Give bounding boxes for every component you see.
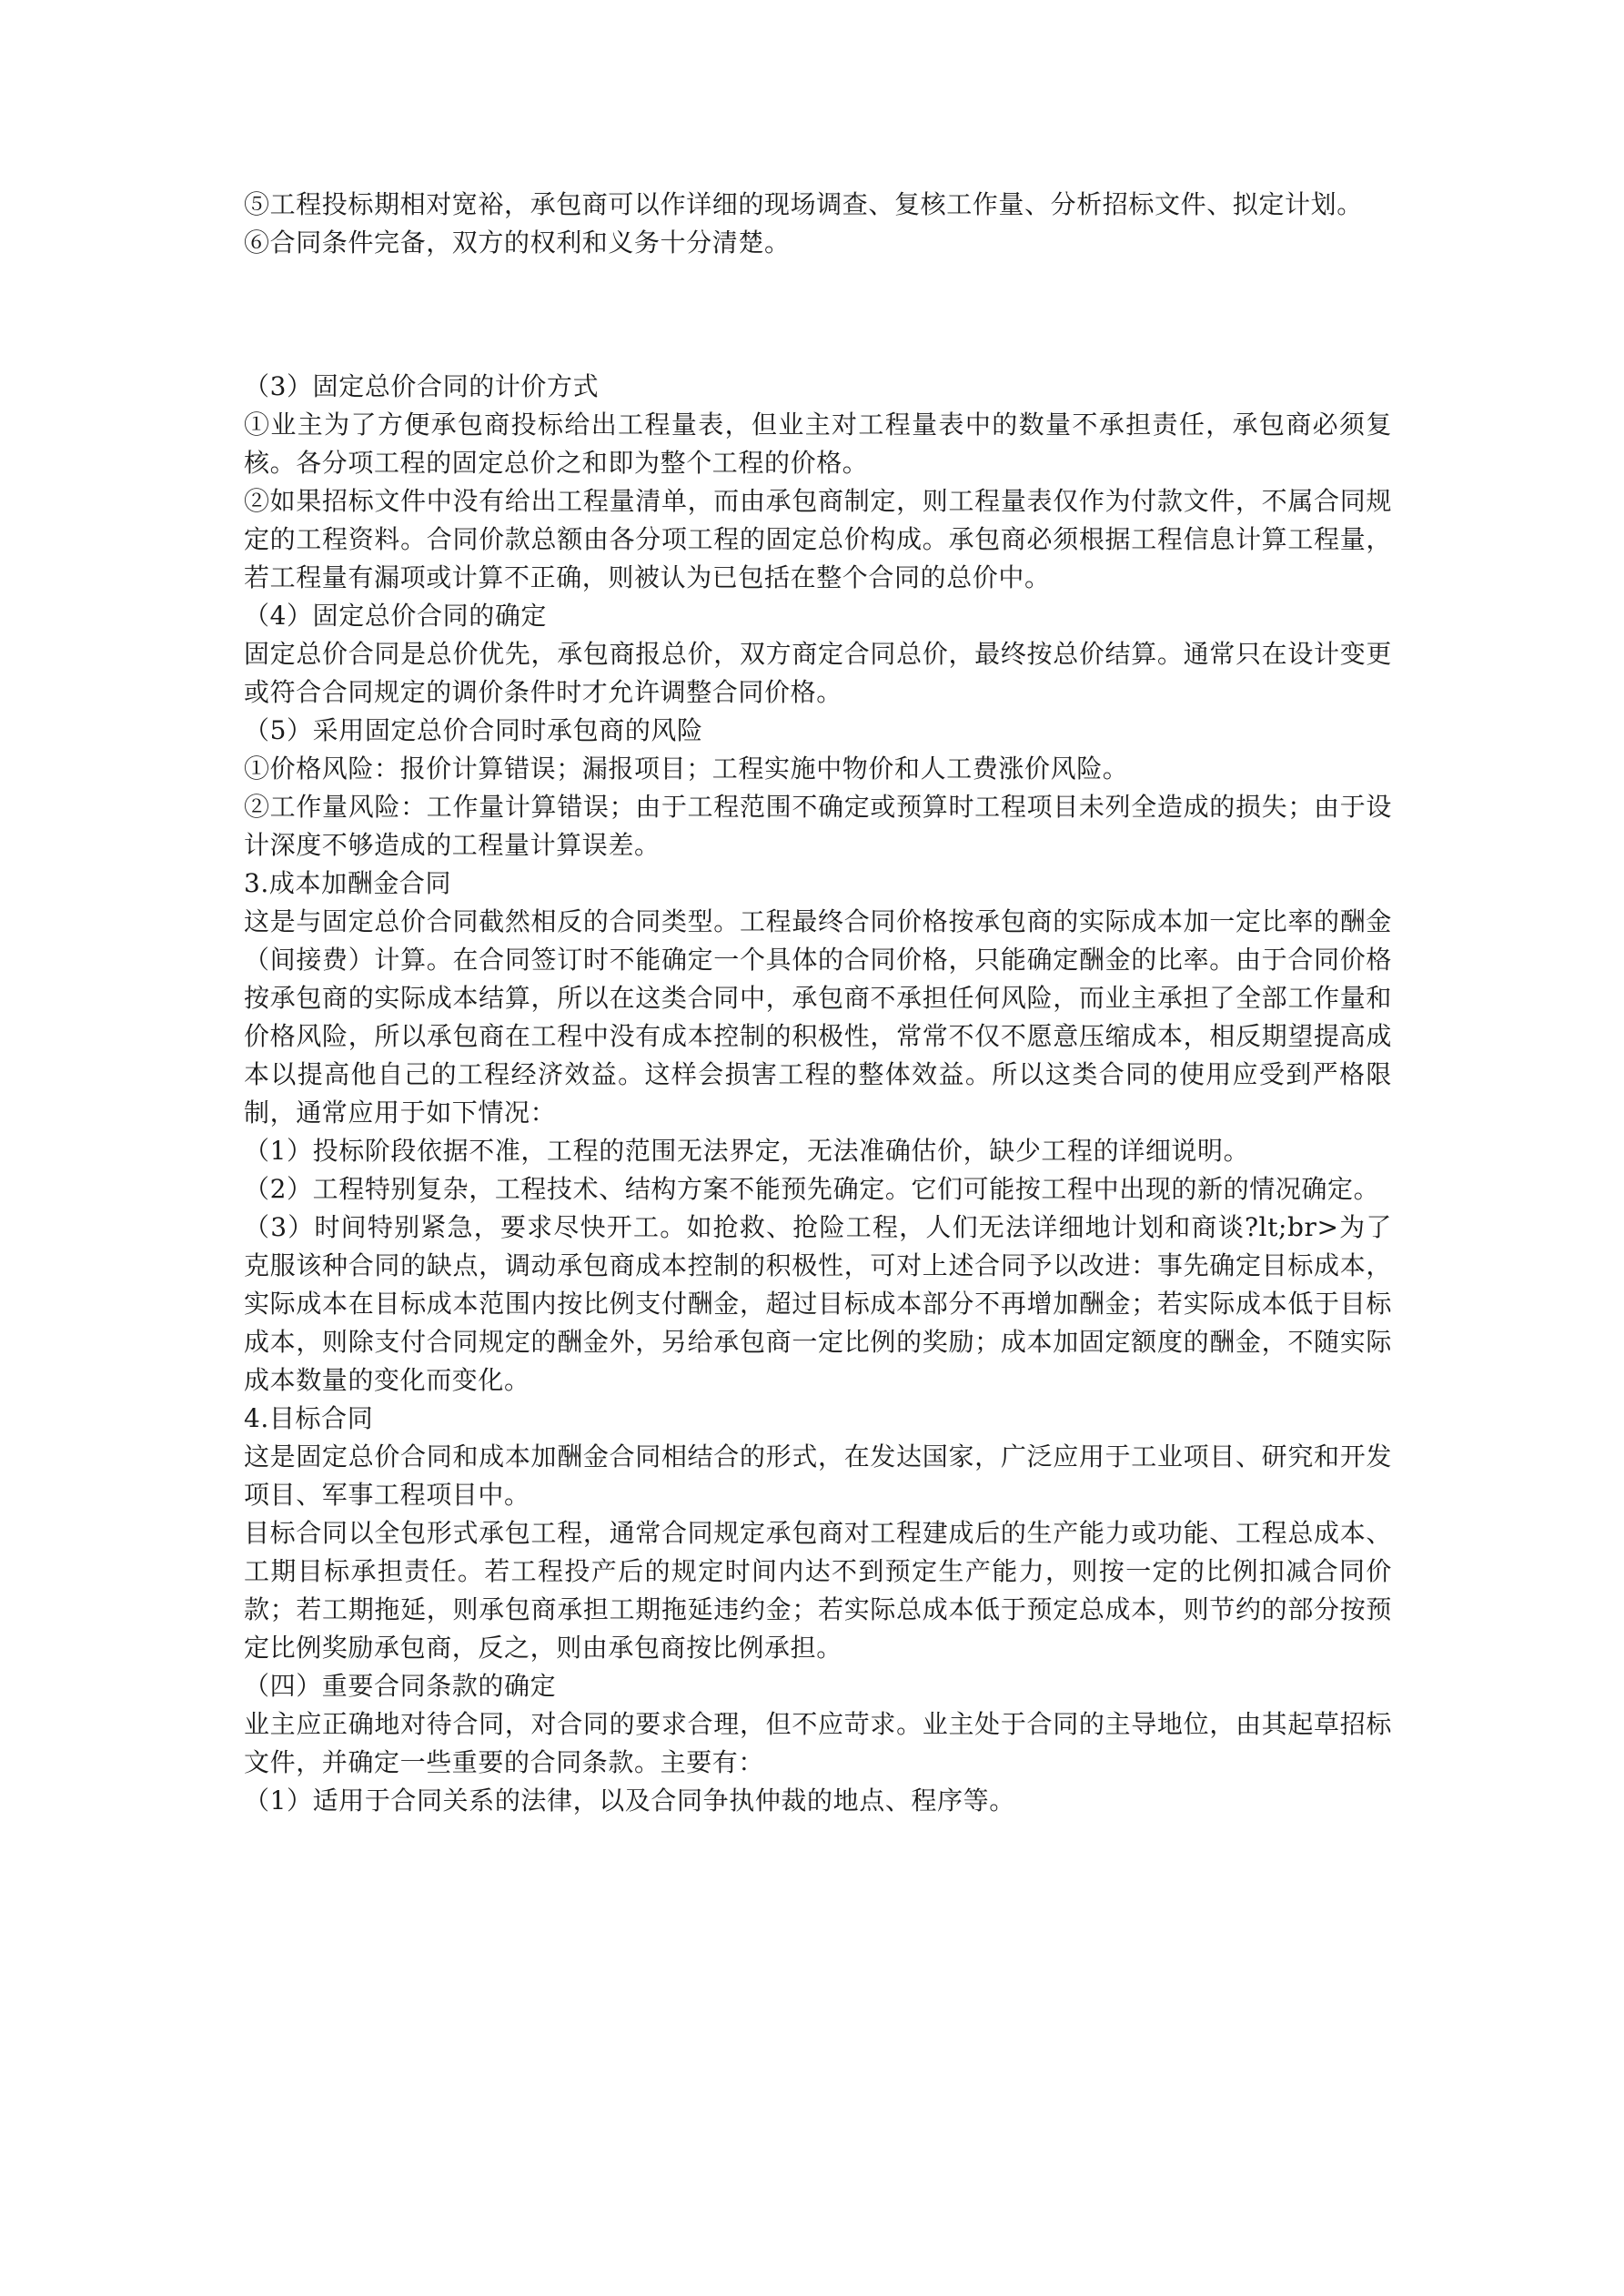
paragraph: 这是固定总价合同和成本加酬金合同相结合的形式，在发达国家，广泛应用于工业项目、研究和开发项目、军事工程项目中。 bbox=[244, 1441, 1392, 1510]
paragraph: 业主应正确地对待合同，对合同的要求合理，但不应苛求。业主处于合同的主导地位，由其起草招标文件，并确定一些重要的合同条款。主要有： bbox=[244, 1709, 1392, 1777]
paragraph: ②工作量风险：工作量计算错误；由于工程范围不确定或预算时工程项目未列全造成的损失；由于设计深度不够造成的工程量计算误差。 bbox=[244, 792, 1392, 860]
subsection-heading: （4）固定总价合同的确定 bbox=[244, 601, 548, 631]
paragraph: ⑤工程投标期相对宽裕，承包商可以作详细的现场调查、复核工作量、分析招标文件、拟定计划。 bbox=[244, 189, 1363, 219]
document-body bbox=[244, 186, 1392, 1820]
paragraph: 这是与固定总价合同截然相反的合同类型。工程最终合同价格按承包商的实际成本加一定比率的酬金（间接费）计算。在合同签订时不能确定一个具体的合同价格，只能确定酬金的比率。由于合同价格按承包商的实际成本结算，所以在这类合同中，承包商不承担任何风险，而业主承担了全部工作量和价格风险，所以承包商在工程中没有成本控制的积极性，常常不仅不愿意压缩成本，相反期望提高成本以提高他自己的工程经济效益。这样会损害工程的整体效益。所以这类合同的使用应受到严格限制，通常应用于如下情况： bbox=[244, 906, 1392, 1128]
subsection-heading: （3）固定总价合同的计价方式 bbox=[244, 371, 600, 401]
list-item: （2）工程特别复杂，工程技术、结构方案不能预先确定。它们可能按工程中出现的新的情况确定。 bbox=[244, 1174, 1380, 1204]
paragraph: ①价格风险：报价计算错误；漏报项目；工程实施中物价和人工费涨价风险。 bbox=[244, 754, 1129, 784]
section-gap bbox=[244, 262, 1392, 368]
section-heading: 3.成本加酬金合同 bbox=[244, 868, 452, 898]
paragraph: ①业主为了方便承包商投标给出工程量表，但业主对工程量表中的数量不承担责任，承包商必须复核。各分项工程的固定总价之和即为整个工程的价格。 bbox=[244, 410, 1392, 478]
section-heading: 4.目标合同 bbox=[244, 1403, 374, 1433]
list-item: （1）投标阶段依据不准，工程的范围无法界定，无法准确估价，缺少工程的详细说明。 bbox=[244, 1136, 1250, 1166]
subsection-heading: （5）采用固定总价合同时承包商的风险 bbox=[244, 715, 703, 745]
list-item: （3）时间特别紧急，要求尽快开工。如抢救、抢险工程，人们无法详细地计划和商谈?lt;br>为了克服该种合同的缺点，调动承包商成本控制的积极性，可对上述合同予以改进：事先确定目标成本，实际成本在目标成本范围内按比例支付酬金，超过目标成本部分不再增加酬金；若实际成本低于目标成本，则除支付合同规定的酬金外，另给承包商一定比例的奖励；成本加固定额度的酬金，不随实际成本数量的变化而变化。 bbox=[244, 1212, 1392, 1395]
paragraph: 固定总价合同是总价优先，承包商报总价，双方商定合同总价，最终按总价结算。通常只在设计变更或符合合同规定的调价条件时才允许调整合同价格。 bbox=[244, 639, 1392, 707]
list-item: （1）适用于合同关系的法律，以及合同争执仲裁的地点、程序等。 bbox=[244, 1785, 1015, 1816]
section-heading: （四）重要合同条款的确定 bbox=[244, 1671, 557, 1701]
paragraph: ②如果招标文件中没有给出工程量清单，而由承包商制定，则工程量表仅作为付款文件，不属合同规定的工程资料。合同价款总额由各分项工程的固定总价构成。承包商必须根据工程信息计算工程量，若工程量有漏项或计算不正确，则被认为已包括在整个合同的总价中。 bbox=[244, 486, 1392, 592]
paragraph: 目标合同以全包形式承包工程，通常合同规定承包商对工程建成后的生产能力或功能、工程总成本、工期目标承担责任。若工程投产后的规定时间内达不到预定生产能力，则按一定的比例扣减合同价款；若工期拖延，则承包商承担工期拖延违约金；若实际总成本低于预定总成本，则节约的部分按预定比例奖励承包商，反之，则由承包商按比例承担。 bbox=[244, 1518, 1392, 1663]
paragraph: ⑥合同条件完备，双方的权利和义务十分清楚。 bbox=[244, 228, 791, 258]
